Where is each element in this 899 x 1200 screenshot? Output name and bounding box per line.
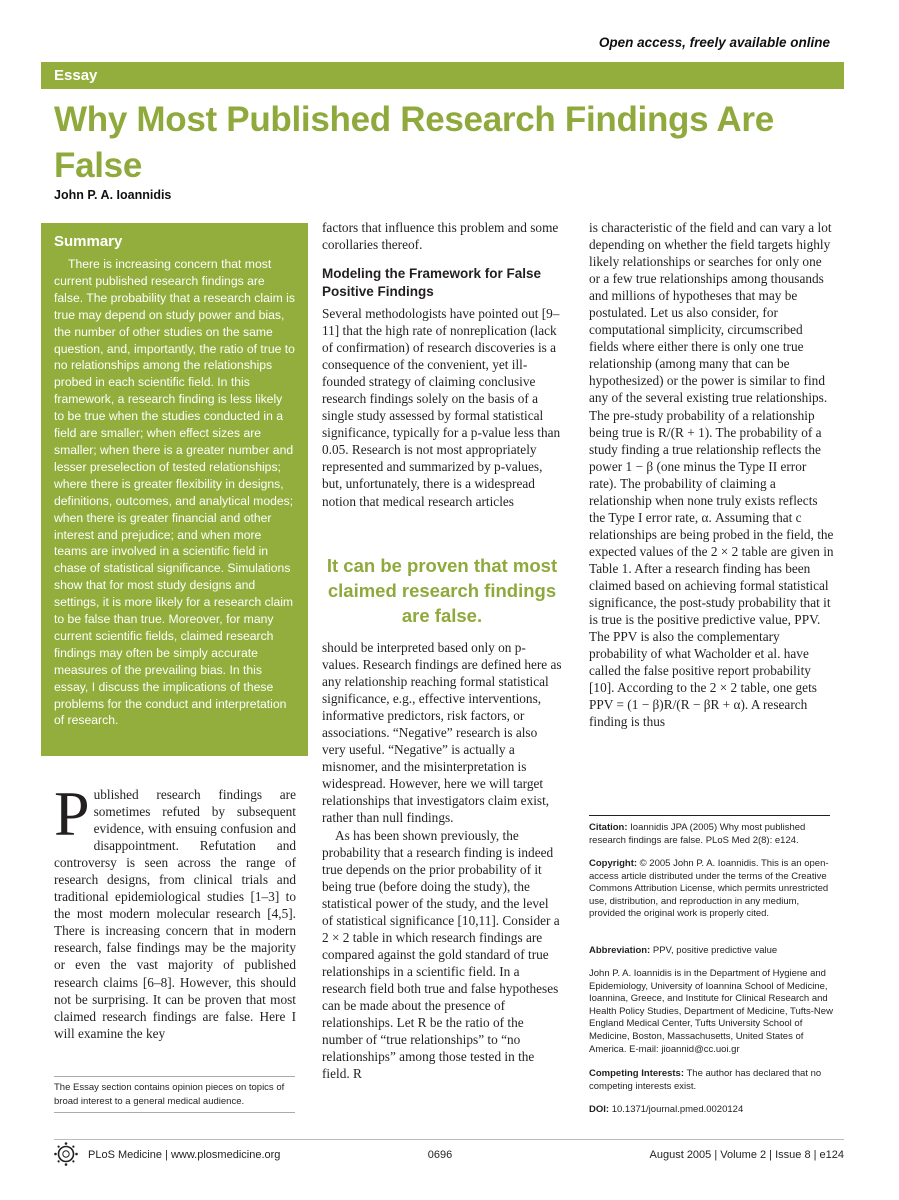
journal-tagline: Open access, freely available online	[598, 35, 830, 50]
abbreviation-text: PPV, positive predictive value	[652, 945, 778, 956]
article-title: Why Most Published Research Findings Are False	[54, 100, 774, 185]
section-label: Essay	[54, 67, 98, 84]
citation	[589, 822, 834, 847]
copyright	[589, 858, 834, 921]
summary-text: There is increasing concern that most current published research findings are false. The probability that a research claim is true may depend on study power and bias, the number of other studies on the same question, and, importantly, the ratio of true to no relationships among the relationships probed in each scientific field. In this framework, a research finding is less likely to be true when the studies conducted in a field are smaller; when effect sizes are smaller; when there is a greater number and lesser preselection of tested relationships; where there is greater flexibility in designs, definitions, outcomes, and analytical modes; when there is greater financial and other interest and prejudice; and when more teams are involved in a scientific field in chase of statistical significance. Simulations show that for most study designs and settings, it is more likely for a research claim to be false than true. Moreover, for many current scientific fields, claimed research findings may often be simply accurate measures of the prevailing bias. In this essay, I discuss the implications of these problems for the conduct and interpretation of research.	[54, 257, 295, 728]
col3-paragraph	[589, 219, 834, 730]
col2-para3-text: As has been shown previously, the probability that a research finding is indeed true depends on the prior probability of it being true (before doing the study), the statistical power of the study, and the level of statistical significance [10,11]. Consider a 2 × 2 table in which research findings are compared against the gold standard of true relationships in a scientific field. In a research field both true and false hypotheses can be made about the presence of relationships. Let R be the ratio of the number of “true relationships” to “no relationships” among those tested in the field. R	[322, 827, 560, 1082]
page-number: 0696	[427, 1149, 453, 1161]
divider	[54, 1112, 295, 1113]
article-author: John P. A. Ioannidis	[54, 188, 172, 202]
copyright-text: © 2005 John P. A. Ioannidis. This is an open-access article distributed under the terms of the Creative Commons Attribution License, which permits unrestricted use, distribution, and reproduction in any medium, provided the original work is properly cited.	[589, 858, 829, 920]
col2-para1-text: Several methodologists have pointed out [9–11] that the high rate of nonreplication (lack of confirmation) of research discoveries is a consequence of the convenient, yet ill-founded strategy of claiming conclusive research findings solely on the basis of a single study assessed by formal statistical significance, typically for a p-value less than 0.05. Research is not most appropriately represented and summarized by p-values, but, unfortunately, there is a widespread notion that medical research articles	[322, 306, 561, 509]
citation-text: Ioannidis JPA (2005) Why most published research findings are false. PLoS Med 2(8): e124.	[589, 822, 806, 846]
footer-divider	[54, 1139, 844, 1140]
doi-link[interactable]: 10.1371/journal.pmed.0020124	[611, 1104, 744, 1115]
abbreviation	[589, 945, 834, 958]
col2-lead-text: factors that influence this problem and some corollaries thereof.	[322, 220, 559, 253]
doi	[589, 1104, 834, 1117]
competing-text: The author has declared that no competing interests exist.	[589, 1068, 822, 1092]
citation-label: Citation:	[589, 822, 628, 833]
pull-quote: It can be proven that most claimed research findings are false.	[326, 555, 558, 626]
footer-journal: PLoS Medicine | www.plosmedicine.org	[88, 1149, 281, 1161]
col2-lead	[322, 219, 562, 253]
col2-paragraph-1	[322, 305, 562, 510]
footer-issue: August 2005 | Volume 2 | Issue 8 | e124	[649, 1149, 844, 1161]
essay-section-note: The Essay section contains opinion pieces on topics of broad interest to a general medical audience.	[54, 1082, 285, 1107]
col2-para2-text: should be interpreted based only on p-values. Research findings are defined here as any relationship reaching formal statistical significance, e.g., effective interventions, informative predictors, risk factors, or associations. “Negative” research is also very useful. “Negative” is actually a misnomer, and the misinterpretation is widespread. However, here we will target relationships that investigators claim exist, rather than null findings.	[322, 640, 562, 826]
summary-heading: Summary	[54, 233, 123, 250]
author-affiliation: John P. A. Ioannidis is in the Department of Hygiene and Epidemiology, University of Ioannina School of Medicine, Ioannina, Greece, and Institute for Clinical Research and Health Policy Studies, Department of Medicine, Tufts-New England Medical Center, Tufts University School of Medicine, Boston, Massachusetts, United States of America. E-mail: jioannid@cc.uoi.gr	[589, 968, 833, 1055]
competing-interests	[589, 1068, 834, 1093]
divider	[589, 815, 830, 816]
col2-paragraph-2	[322, 639, 562, 1082]
subsection-heading: Modeling the Framework for False Positive Findings	[322, 266, 542, 299]
abbreviation-label: Abbreviation:	[589, 945, 651, 956]
drop-cap: P	[54, 778, 90, 849]
col3-text: is characteristic of the field and can vary a lot depending on whether the field targets highly likely relationships or searches for only one or a few true relationships among thousands and millions of hypotheses that may be postulated. Let us also consider, for computational simplicity, circumscribed fields where either there is only one true relationship (among many that can be hypothesized) or the power is similar to find any of the several existing true relationships. The pre-study probability of a relationship being true is R/(R + 1). The probability of a study finding a true relationship reflects the power 1 − β (one minus the Type II error rate). The probability of claiming a relationship when none truly exists reflects the Type I error rate, α. Assuming that c relationships are being probed in the field, the expected values of the 2 × 2 table are given in Table 1. After a research finding has been claimed based on achieving formal statistical significance, the post-study probability that it is true is the positive predictive value, PPV. The PPV is also the complementary probability of what Wacholder et al. have called the false positive report probability [10]. According to the 2 × 2 table, one gets PPV = (1 − β)R/(R − βR + α). A research finding is thus	[589, 220, 834, 730]
intro-paragraph	[54, 778, 296, 1042]
doi-label: DOI:	[589, 1104, 610, 1115]
plos-logo-icon	[53, 1141, 79, 1167]
section-banner	[41, 62, 844, 89]
copyright-label: Copyright:	[589, 858, 638, 869]
summary-box	[41, 223, 308, 756]
competing-label: Competing Interests:	[589, 1068, 685, 1079]
divider	[54, 1076, 295, 1077]
intro-text: ublished research findings are sometimes refuted by subsequent evidence, with ensuing confusion and disappointment. Refutation and controversy is seen across the range of research designs, from clinical trials and traditional epidemiological studies [1–3] to the most modern molecular research [4,5]. There is increasing concern that in modern research, false findings may be the majority or even the vast majority of published research claims [6–8]. However, this should not be surprising. It can be proven that most claimed research findings are false. Here I will examine the key	[54, 787, 296, 1041]
